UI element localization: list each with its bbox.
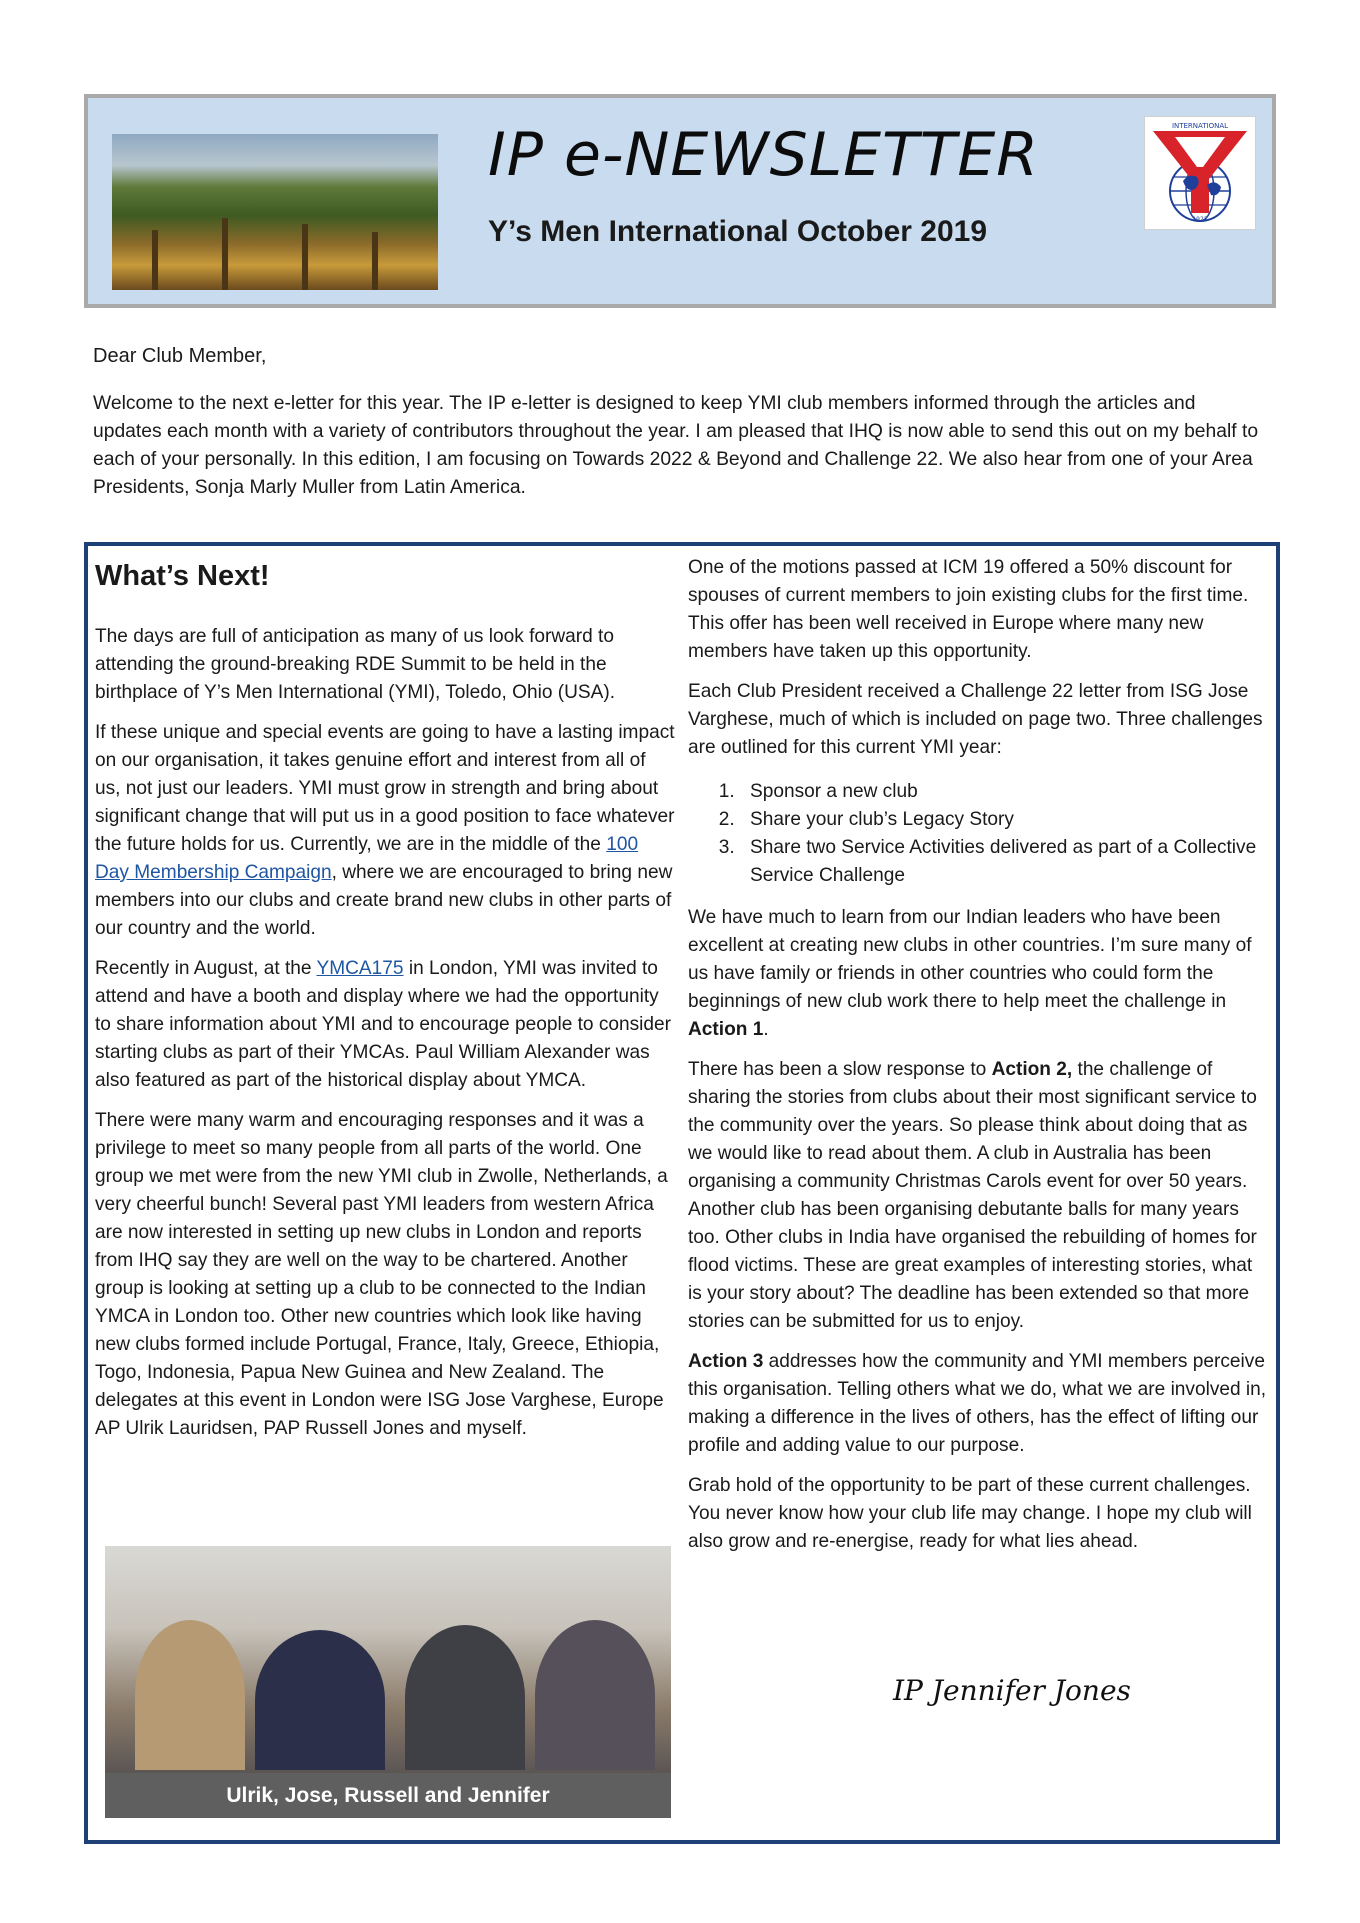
bold-run: Action 2, [991,1059,1073,1080]
text-run: Recently in August, at the [95,958,317,979]
intro-paragraph: Welcome to the next e-letter for this year. The IP e-letter is designed to keep YMI club members informed through the articles and updates each month with a variety of contributors throughout the year. I am pleased that IHQ is now able to send this out on my behalf to each of your personally. In this edition, I am focusing on Towards 2022 & Beyond and Challenge 22. We also hear from one of your Area Presidents, Sonja Marly Muller from Latin America. [93,393,1259,498]
article-paragraph: There were many warm and encouraging responses and it was a privilege to meet so many people from all parts of the world. One group we met were from the new YMI club in Zwolle, Netherlands, a very cheerful bunch! Several past YMI leaders from western Africa are now interested in setting up new clubs in London and reports from IHQ say they are well on the way to be chartered. Another group is looking at setting up a club to be connected to the Indian YMCA in London too. Other new countries which look like having new clubs formed include Portugal, France, Italy, Greece, Ethiopia, Togo, Indonesia, Papua New Guinea and New Zealand. The delegates at this event in London were ISG Jose Varghese, Europe AP Ulrik Lauridsen, PAP Russell Jones and myself. [95,1110,668,1439]
membership-campaign-link[interactable]: 100 Day Membership Campaign [95,834,639,883]
text-run: There has been a slow response to [688,1059,992,1080]
logo-year: 1922 [1192,216,1208,223]
vineyard-photo [112,134,438,290]
article-paragraph [688,904,1268,1044]
text-run: We have much to learn from our Indian leaders who have been excellent at creating new clubs in other countries. I’m sure many of us have family or friends in other countries who could form the beginnings of new club work there to help meet the challenge in [688,907,1252,1012]
newsletter-subtitle: Y’s Men International October 2019 [488,215,988,248]
ymi-logo-icon [1145,117,1255,229]
challenge-item: 3. Share two Service Activities delivered as part of a Collective Service Challenge [740,834,1268,890]
ymca175-link[interactable]: YMCA175 [316,958,404,979]
article-paragraph: The days are full of anticipation as many of us look forward to attending the ground-breaking RDE Summit to be held in the birthplace of Y’s Men International (YMI), Toledo, Ohio (USA). [95,626,616,703]
salutation: Dear Club Member, [93,345,267,367]
challenge-list [688,778,1268,890]
vine-post [222,218,228,290]
photo-caption: Ulrik, Jose, Russell and Jennifer [105,1773,671,1818]
left-column [95,556,675,1455]
challenge-item: 2. Share your club’s Legacy Story [740,806,1268,834]
vine-post [302,224,308,290]
person-figure [255,1630,385,1770]
article-paragraph [688,1348,1268,1460]
text-run: addresses how the community and YMI members perceive this organisation. Telling others what we do, what we are involved in, making a difference in the lives of others, has the effect of lifting our profile and adding value to our purpose. [688,1351,1267,1456]
group-photo [105,1546,671,1818]
text-run: the challenge of sharing the stories from clubs about their most significant service to the community over the years. So please think about doing that as we would like to read about them. A club in Australia has been organising a community Christmas Carols event for over 50 years. Another club has been organising debutante balls for many years too. Other clubs in India have organised the rebuilding of homes for flood victims. These are great examples of interesting stories, what is your story about? The deadline has been extended so that more stories can be submitted for us to enjoy. [688,1059,1257,1332]
bold-run: Action 1 [688,1019,764,1040]
section-heading: What’s Next! [95,560,270,592]
challenge-item: 1. Sponsor a new club [740,778,1268,806]
right-column [688,554,1268,1568]
vine-post [152,230,158,290]
article-paragraph [688,1056,1268,1336]
vine-post [372,232,378,290]
text-run: in London, YMI was invited to attend and have a booth and display where we had the opportunity to share information about YMI and to encourage people to consider starting clubs as part of their YMCAs. Paul William Alexander was also featured as part of the historical display about YMCA. [95,958,672,1091]
text-run: , where we are encouraged to bring new members into our clubs and create brand new clubs in other parts of our country and the world. [95,862,673,939]
article-paragraph [95,719,675,943]
text-run: . [763,1019,769,1040]
person-figure [135,1620,245,1770]
person-figure [535,1620,655,1770]
newsletter-title: IP e-NEWSLETTER [488,120,1039,190]
signature: IP Jennifer Jones [893,1674,1131,1707]
newsletter-header [84,94,1276,308]
article-paragraph: Each Club President received a Challenge 22 letter from ISG Jose Varghese, much of which is included on page two. Three challenges are outlined for this current YMI year: [688,681,1263,758]
ymi-logo [1144,116,1256,230]
article-paragraph: Grab hold of the opportunity to be part of these current challenges. You never know how your club life may change. I hope my club will also grow and re-energise, ready for what lies ahead. [688,1475,1252,1552]
bold-run: Action 3 [688,1351,764,1372]
article-paragraph: One of the motions passed at ICM 19 offered a 50% discount for spouses of current members to join existing clubs for the first time. This offer has been well received in Europe where many new members have taken up this opportunity. [688,557,1249,662]
text-run: If these unique and special events are going to have a lasting impact on our organisation, it takes genuine effort and interest from all of us, not just our leaders. YMI must grow in strength and bring about significant change that will put us in a good position to face whatever the future holds for us. Currently, we are in the middle of the [95,722,675,855]
person-figure [405,1625,525,1770]
article-paragraph [95,955,675,1095]
logo-label: INTERNATIONAL [1171,122,1229,130]
